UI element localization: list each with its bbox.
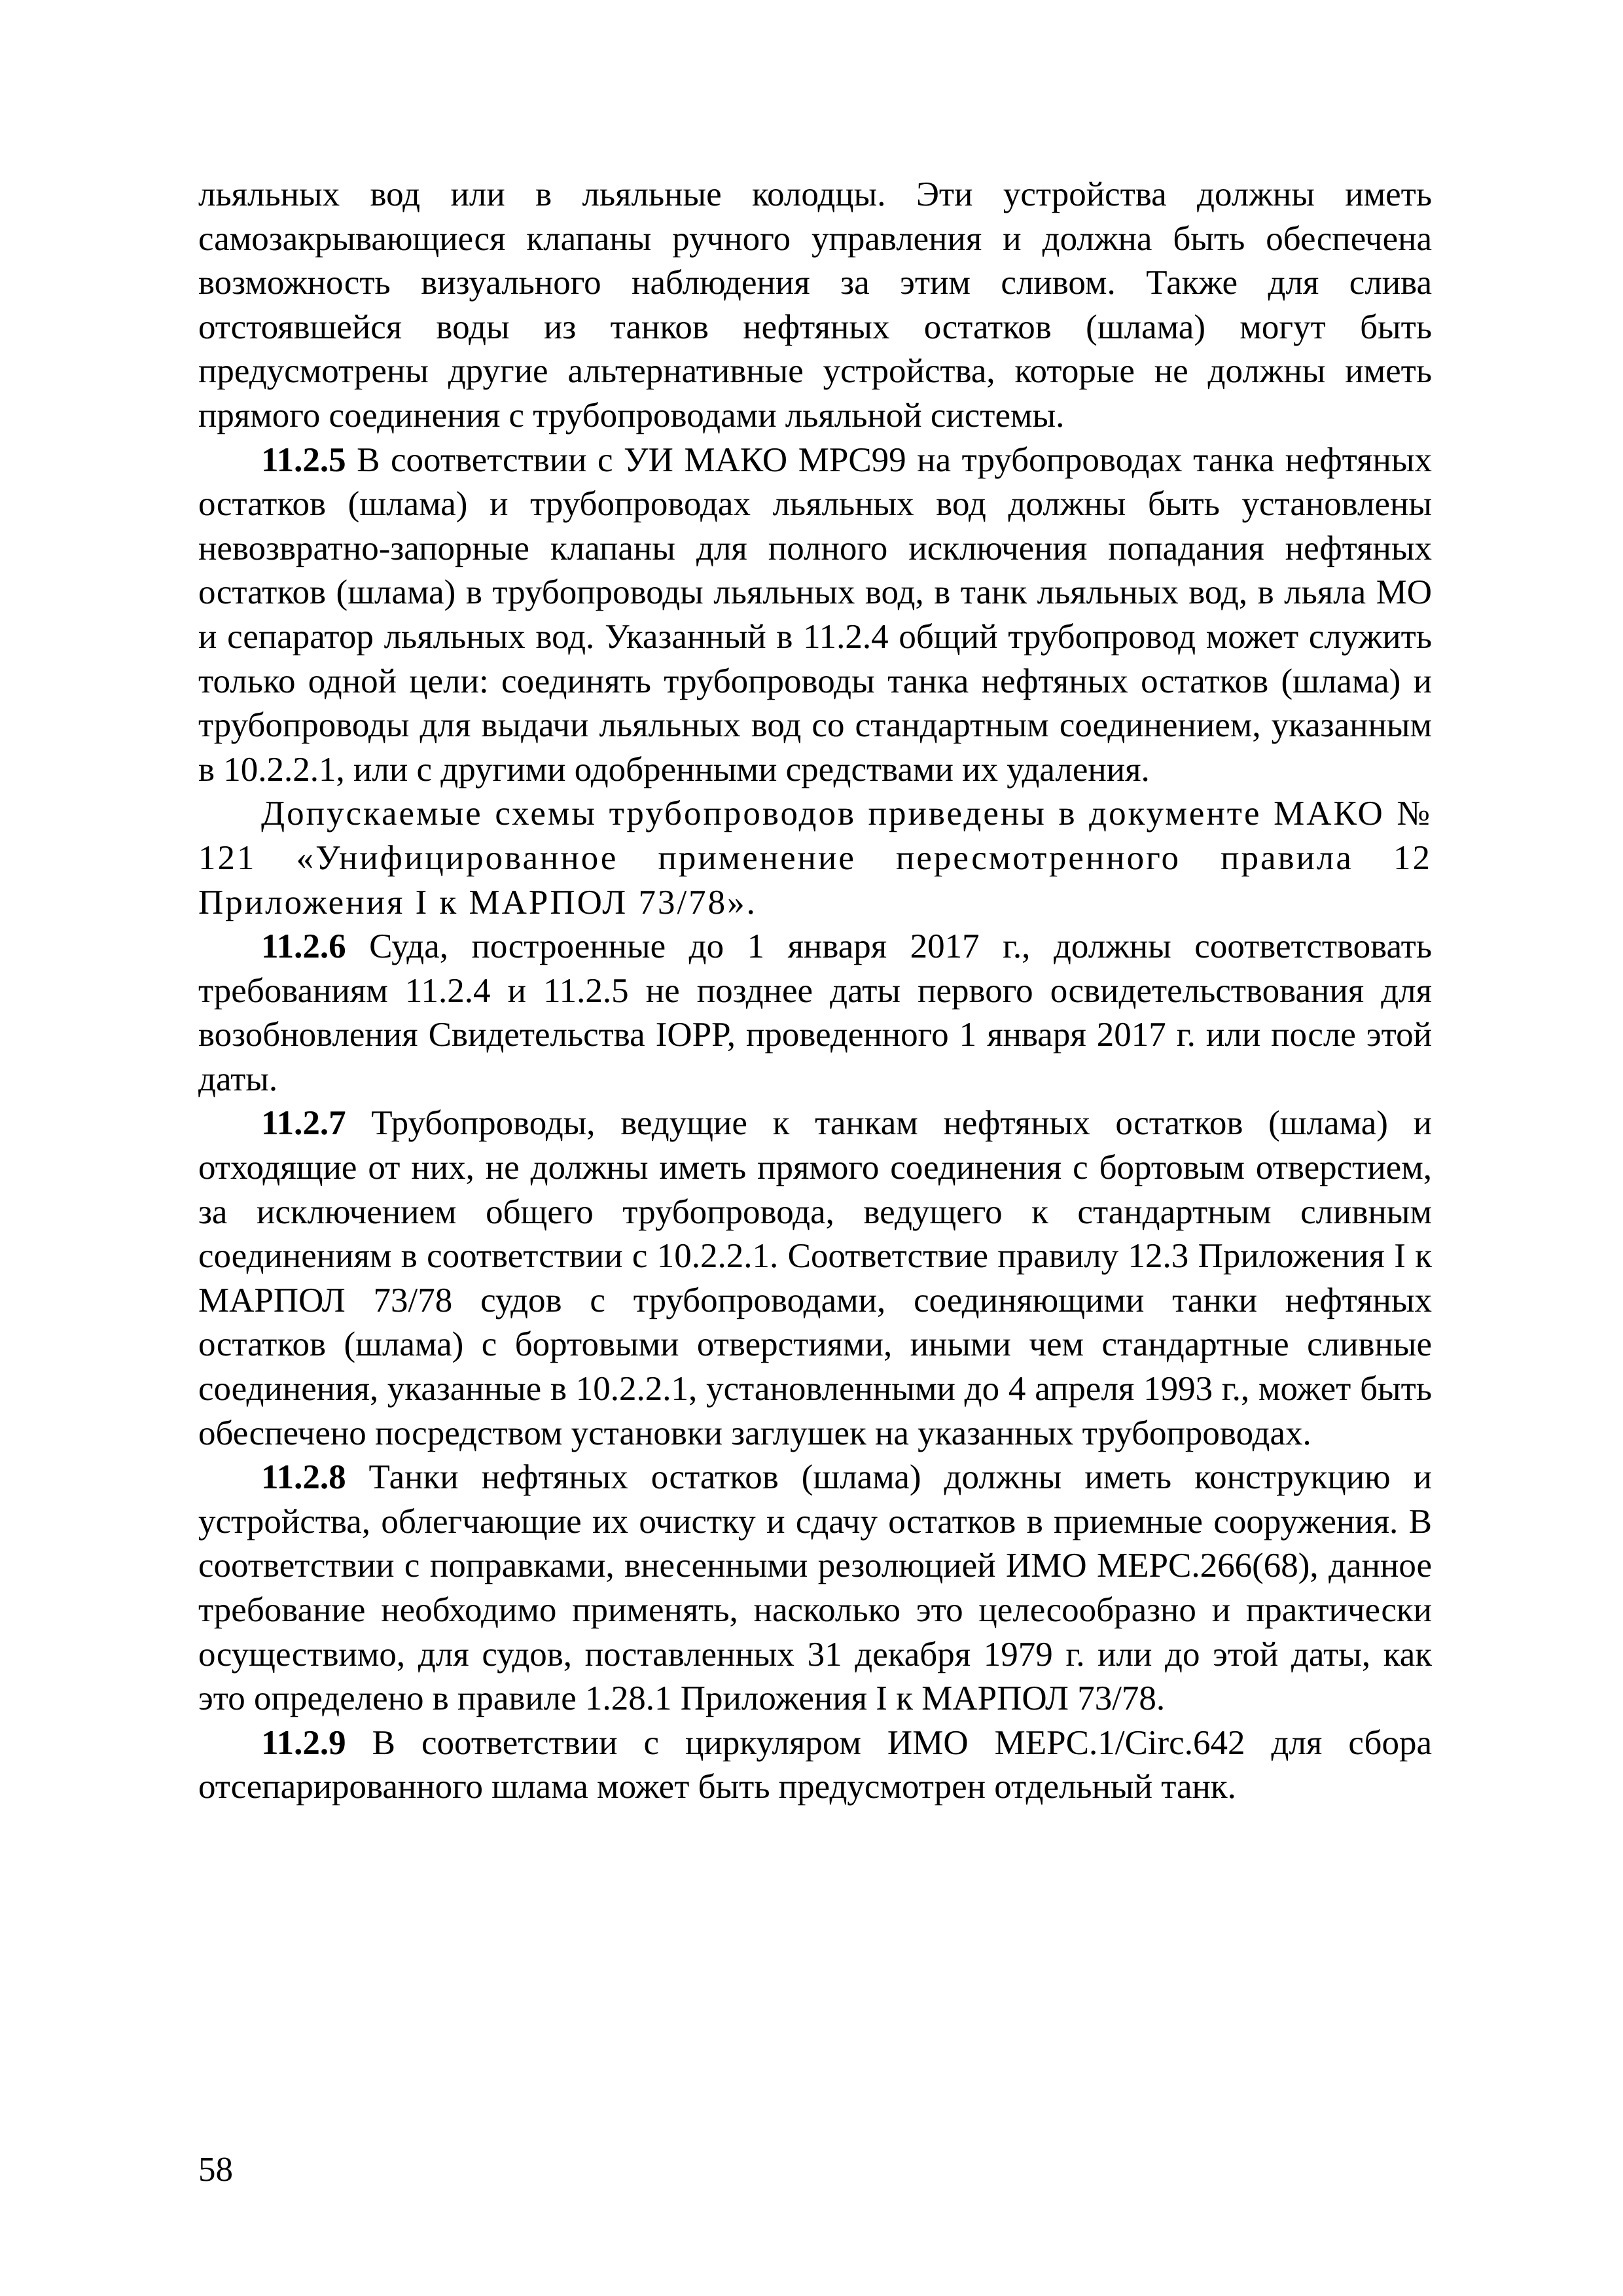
clause-11-2-9 bbox=[198, 1721, 1432, 1810]
clause-11-2-5 bbox=[198, 439, 1432, 793]
clause-text: Суда, построенные до 1 января 2017 г., должны соответствовать требованиям 11.2.4 и 11.2.5 не позднее даты первого освидетельствования для возобновления Свидетельства IOPP, проведенного 1 января 2017 г. или после этой даты. bbox=[198, 927, 1432, 1098]
page-body bbox=[198, 173, 1432, 1810]
intro-paragraph: льяльных вод или в льяльные колодцы. Эти устройства должны иметь самозакрывающиеся клапаны ручного управления и должна быть обеспечена возможность визуального наблюдения за этим сливом. Также для слива отстоявшейся воды из танков нефтяных остатков (шлама) могут быть предусмотрены другие альтернативные устройства, которые не должны иметь прямого соединения с трубопроводами льяльной системы. bbox=[198, 175, 1432, 435]
clause-text: Трубопроводы, ведущие к танкам нефтяных остатков (шлама) и отходящие от них, не должны иметь прямого соединения с бортовым отверстием, за исключением общего трубопровода, ведущего к стандартным сливным соединениям в соответствии с 10.2.2.1. Соответствие правилу 12.3 Приложения I к МАРПОЛ 73/78 судов с трубопроводами, соединяющими танки нефтяных остатков (шлама) с бортовыми отверстиями, иными чем стандартные сливные соединения, указанные в 10.2.2.1, установленными до 4 апреля 1993 г., может быть обеспечено посредством установки заглушек на указанных трубопроводах. bbox=[198, 1104, 1432, 1452]
clause-text: Танки нефтяных остатков (шлама) должны иметь конструкцию и устройства, облегчающие их очистку и сдачу остатков в приемные сооружения. В соответствии с поправками, внесенными резолюцией ИМО MEPC.266(68), данное требование необходимо применять, насколько это целесообразно и практически осуществимо, для судов, поставленных 31 декабря 1979 г. или до этой даты, как это определено в правиле 1.28.1 Приложения I к МАРПОЛ 73/78. bbox=[198, 1458, 1432, 1718]
schemes-paragraph: Допускаемые схемы трубопроводов приведены в документе МАКО № 121 «Унифицированное применение пересмотренного правила 12 Приложения I к МАРПОЛ 73/78». bbox=[198, 795, 1432, 922]
clause-11-2-6 bbox=[198, 925, 1432, 1102]
clause-number: 11.2.5 bbox=[261, 440, 346, 479]
clause-11-2-8 bbox=[198, 1456, 1432, 1721]
clause-number: 11.2.7 bbox=[261, 1104, 346, 1143]
clause-number: 11.2.6 bbox=[261, 927, 346, 966]
clause-text: В соответствии с циркуляром ИМО MEPC.1/Circ.642 для сбора отсепарированного шлама может быть предусмотрен отдельный танк. bbox=[198, 1723, 1432, 1806]
clause-number: 11.2.8 bbox=[261, 1458, 346, 1497]
clause-text: В соответствии с УИ МАКО MPC99 на трубопроводах танка нефтяных остатков (шлама) и трубопроводах льяльных вод должны быть установлены невозвратно-запорные клапаны для полного исключения попадания нефтяных остатков (шлама) в трубопроводы льяльных вод, в танк льяльных вод, в льяла МО и сепаратор льяльных вод. Указанный в 11.2.4 общий трубопровод может служить только одной цели: соединять трубопроводы танка нефтяных остатков (шлама) и трубопроводы для выдачи льяльных вод со стандартным соединением, указанным в 10.2.2.1, или с другими одобренными средствами их удаления. bbox=[198, 440, 1432, 789]
page-number: 58 bbox=[198, 2151, 233, 2189]
clause-number: 11.2.9 bbox=[261, 1723, 346, 1762]
clause-11-2-7 bbox=[198, 1102, 1432, 1456]
